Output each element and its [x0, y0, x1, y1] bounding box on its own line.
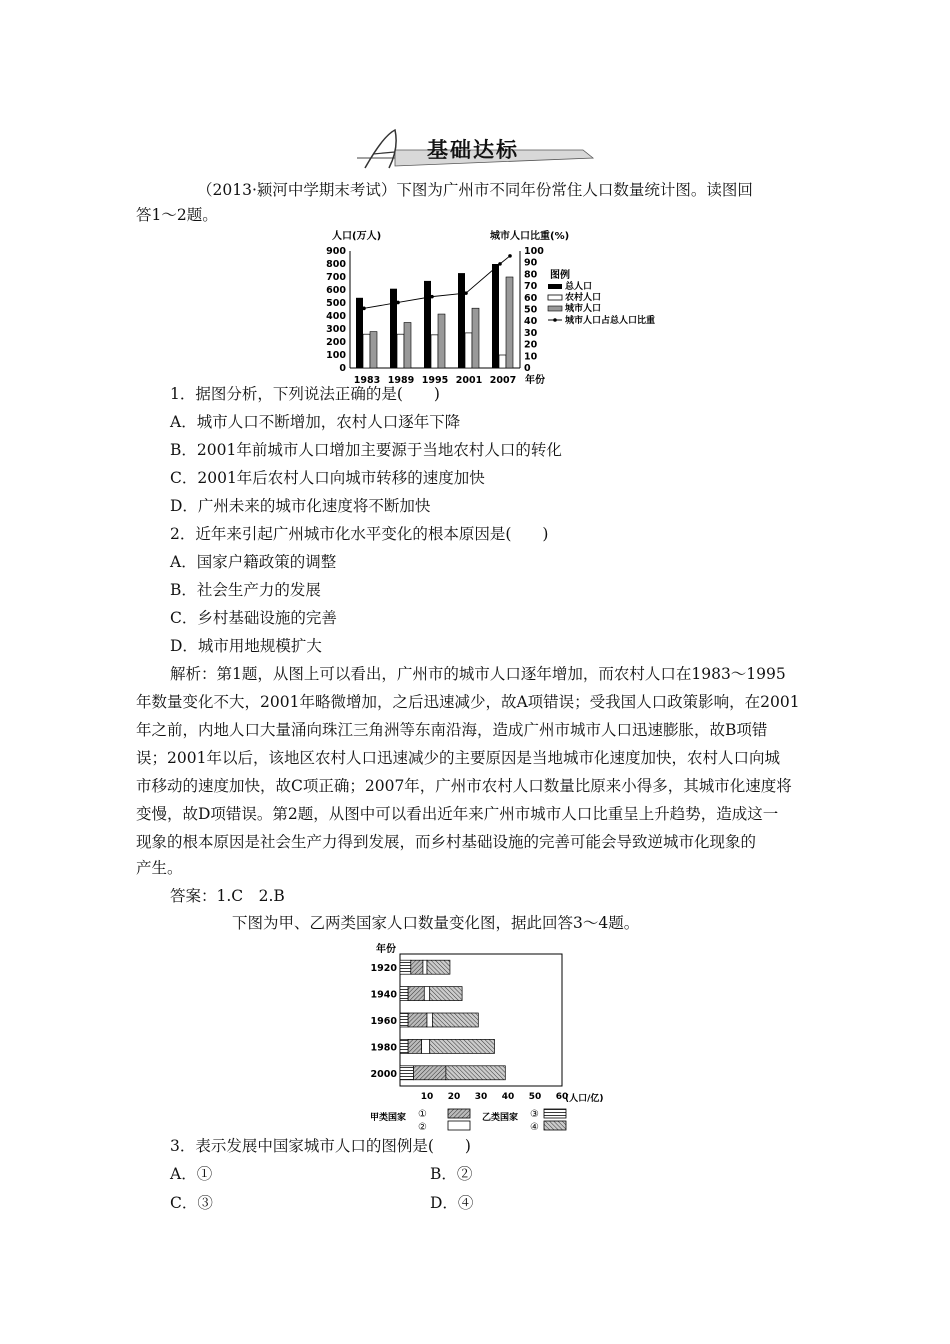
bar-urban	[438, 314, 445, 368]
bar-rural	[431, 335, 438, 368]
x-tick: 20	[447, 1092, 461, 1102]
y-right-tick: 100	[524, 246, 544, 257]
x-tick: 2001	[455, 375, 483, 386]
y-right-tick: 70	[524, 281, 538, 293]
y-right-tick: 50	[524, 304, 538, 316]
legend-swatch-ratio	[553, 318, 557, 322]
x-tick: 30	[474, 1092, 488, 1102]
bar-total	[458, 273, 465, 368]
bar-segment	[414, 1066, 446, 1080]
legend-mark-2: ②	[418, 1122, 427, 1133]
analysis-line: 产生。	[136, 859, 183, 877]
q1-option-a: A．城市人口不断增加，农村人口逐年下降	[170, 413, 461, 431]
bar-urban	[506, 277, 513, 368]
answer: 答案：1.C 2.B	[170, 887, 285, 905]
bar-total	[356, 298, 363, 368]
x-tick: 1989	[387, 375, 415, 386]
legend-rural: 农村人口	[565, 293, 602, 303]
section-title: 基础达标	[427, 138, 519, 162]
intro2: 下图为甲、乙两类国家人口数量变化图，据此回答3～4题。	[232, 914, 640, 932]
bar-rural	[363, 334, 370, 368]
x-tick: 1995	[421, 375, 449, 386]
y-right-tick: 90	[524, 257, 538, 269]
section-header	[355, 128, 595, 172]
y-left-tick: 700	[326, 272, 346, 283]
bar-segment	[408, 1039, 422, 1053]
analysis-line: 市移动的速度加快，故C项正确；2007年，广州市农村人口数量比原来小得多，其城市化速度将	[136, 777, 792, 795]
bar-total	[424, 281, 431, 368]
legend-mark-1: ①	[418, 1109, 427, 1120]
bar-segment	[432, 1013, 478, 1027]
ratio-point	[508, 254, 512, 258]
bar-total	[390, 289, 397, 368]
analysis-line: 年之前，内地人口大量涌向珠江三角洲等东南沿海，造成广州市城市人口迅速膨胀，故B项错	[136, 721, 768, 739]
bar-segment	[446, 1066, 505, 1080]
ratio-point	[362, 307, 366, 311]
population-chart-2	[368, 940, 618, 1136]
bar-urban	[404, 323, 411, 369]
y-tick: 1960	[370, 1016, 397, 1027]
y-right-tick: 0	[524, 363, 531, 374]
intro1-line2: 答1～2题。	[136, 206, 218, 224]
y-right-tick: 10	[524, 351, 538, 363]
y-left-tick: 800	[326, 259, 346, 270]
bar-segment	[400, 987, 408, 1001]
legend-swatch-2	[448, 1121, 470, 1130]
y-right-tick: 60	[524, 292, 538, 304]
q1-option-b: B．2001年前城市人口增加主要源于当地农村人口的转化	[170, 441, 562, 459]
legend-mark-4: ④	[530, 1122, 539, 1133]
ratio-point	[464, 291, 468, 295]
bar-rural	[465, 333, 472, 368]
y-tick: 1980	[370, 1042, 397, 1054]
analysis-line: 年数量变化不大，2001年略微增加，之后迅速减少，故A项错误；受我国人口政策影响，在2001	[136, 693, 800, 711]
q3-option-c: C．③	[170, 1194, 213, 1212]
y-tick: 1920	[370, 963, 397, 975]
legend-jia: 甲类国家	[370, 1113, 407, 1123]
x-tick: 2007	[489, 375, 517, 386]
bar-urban	[472, 308, 479, 368]
ratio-point	[396, 301, 400, 305]
q3-option-a: A．①	[170, 1165, 213, 1183]
bar-segment	[408, 1013, 427, 1027]
y-title: 年份	[376, 944, 396, 955]
population-chart-1	[320, 226, 680, 391]
ratio-point	[498, 262, 502, 266]
bar-segment	[427, 1013, 432, 1027]
y-left-title: 人口(万人)	[332, 231, 382, 242]
y-left-tick: 900	[326, 246, 346, 257]
bar-segment	[427, 960, 450, 974]
y-right-tick: 40	[524, 316, 538, 328]
x-unit: (人口/亿)	[565, 1094, 604, 1104]
legend-swatch-3	[544, 1109, 566, 1118]
y-right-tick: 20	[524, 339, 538, 351]
x-tick: 50	[528, 1092, 542, 1102]
x-tick: 40	[501, 1092, 515, 1102]
legend-swatch-rural	[548, 295, 562, 300]
bar-segment	[411, 960, 423, 974]
bar-rural	[397, 334, 404, 368]
bar-total	[492, 264, 499, 368]
y-tick: 1940	[370, 989, 397, 1001]
legend-urban: 城市人口	[565, 304, 602, 314]
y-left-tick: 300	[326, 324, 346, 335]
legend-swatch-4	[544, 1121, 566, 1130]
bar-segment	[400, 1039, 408, 1053]
legend-mark-3: ③	[530, 1109, 539, 1120]
analysis-line: 变慢，故D项错误。第2题，从图中可以看出近年来广州市城市人口比重呈上升趋势，造成这一	[136, 805, 779, 823]
q1-option-c: C．2001年后农村人口向城市转移的速度加快	[170, 469, 485, 487]
analysis-line: 误；2001年以后，该地区农村人口迅速减少的主要原因是当地城市化速度加快，农村人口向城	[136, 749, 780, 767]
analysis-line: 现象的根本原因是社会生产力得到发展，而乡村基础设施的完善可能会导致逆城市化现象的	[136, 833, 757, 851]
x-unit: 年份	[525, 375, 545, 386]
q1-option-d: D．广州未来的城市化速度将不断加快	[170, 497, 431, 515]
q3-stem: 3．表示发展中国家城市人口的图例是( )	[170, 1137, 471, 1155]
y-left-tick: 100	[326, 350, 346, 361]
y-right-title: 城市人口比重(%)	[490, 231, 570, 242]
q2-option-c: C．乡村基础设施的完善	[170, 609, 337, 627]
y-left-tick: 400	[326, 311, 346, 322]
bar-segment	[400, 1013, 408, 1027]
intro1-line1: （2013·颍河中学期末考试）下图为广州市不同年份常住人口数量统计图。读图回	[197, 181, 753, 199]
legend-swatch-1	[448, 1109, 470, 1118]
legend-yi: 乙类国家	[482, 1113, 519, 1123]
legend-total: 总人口	[565, 282, 593, 292]
bar-segment	[423, 960, 427, 974]
y-left-tick: 200	[326, 337, 346, 348]
bar-segment	[400, 1066, 414, 1080]
legend-swatch-total	[548, 284, 562, 289]
q1-stem: 1．据图分析，下列说法正确的是( )	[170, 385, 440, 403]
y-left-tick: 500	[326, 298, 346, 309]
bar-rural	[499, 355, 506, 368]
bar-segment	[400, 960, 411, 974]
section-badge	[373, 132, 374, 133]
bar-segment	[424, 987, 429, 1001]
y-left-tick: 600	[326, 285, 346, 296]
ratio-point	[430, 295, 434, 299]
bar-segment	[408, 987, 424, 1001]
q3-option-d: D．④	[430, 1194, 474, 1212]
q2-option-d: D．城市用地规模扩大	[170, 637, 322, 655]
ratio-line	[364, 256, 510, 308]
y-right-tick: 80	[524, 269, 538, 281]
x-tick: 10	[420, 1092, 434, 1102]
legend-title: 图例	[550, 270, 570, 281]
bar-segment	[422, 1039, 430, 1053]
x-tick: 60	[555, 1092, 569, 1102]
q2-stem: 2．近年来引起广州城市化水平变化的根本原因是( )	[170, 525, 549, 543]
y-tick: 2000	[370, 1068, 397, 1080]
analysis-line: 解析：第1题，从图上可以看出，广州市的城市人口逐年增加，而农村人口在1983～1995	[170, 665, 786, 683]
legend-swatch-urban	[548, 306, 562, 311]
bar-urban	[370, 332, 377, 368]
bar-segment	[430, 1039, 495, 1053]
q2-option-a: A．国家户籍政策的调整	[170, 553, 337, 571]
q2-option-b: B．社会生产力的发展	[170, 581, 321, 599]
y-left-tick: 0	[339, 363, 346, 374]
y-right-tick: 30	[524, 327, 538, 339]
bar-segment	[430, 987, 462, 1001]
q3-option-b: B．②	[430, 1165, 473, 1183]
legend-ratio: 城市人口占总人口比重	[565, 316, 656, 326]
x-tick: 1983	[353, 375, 381, 386]
